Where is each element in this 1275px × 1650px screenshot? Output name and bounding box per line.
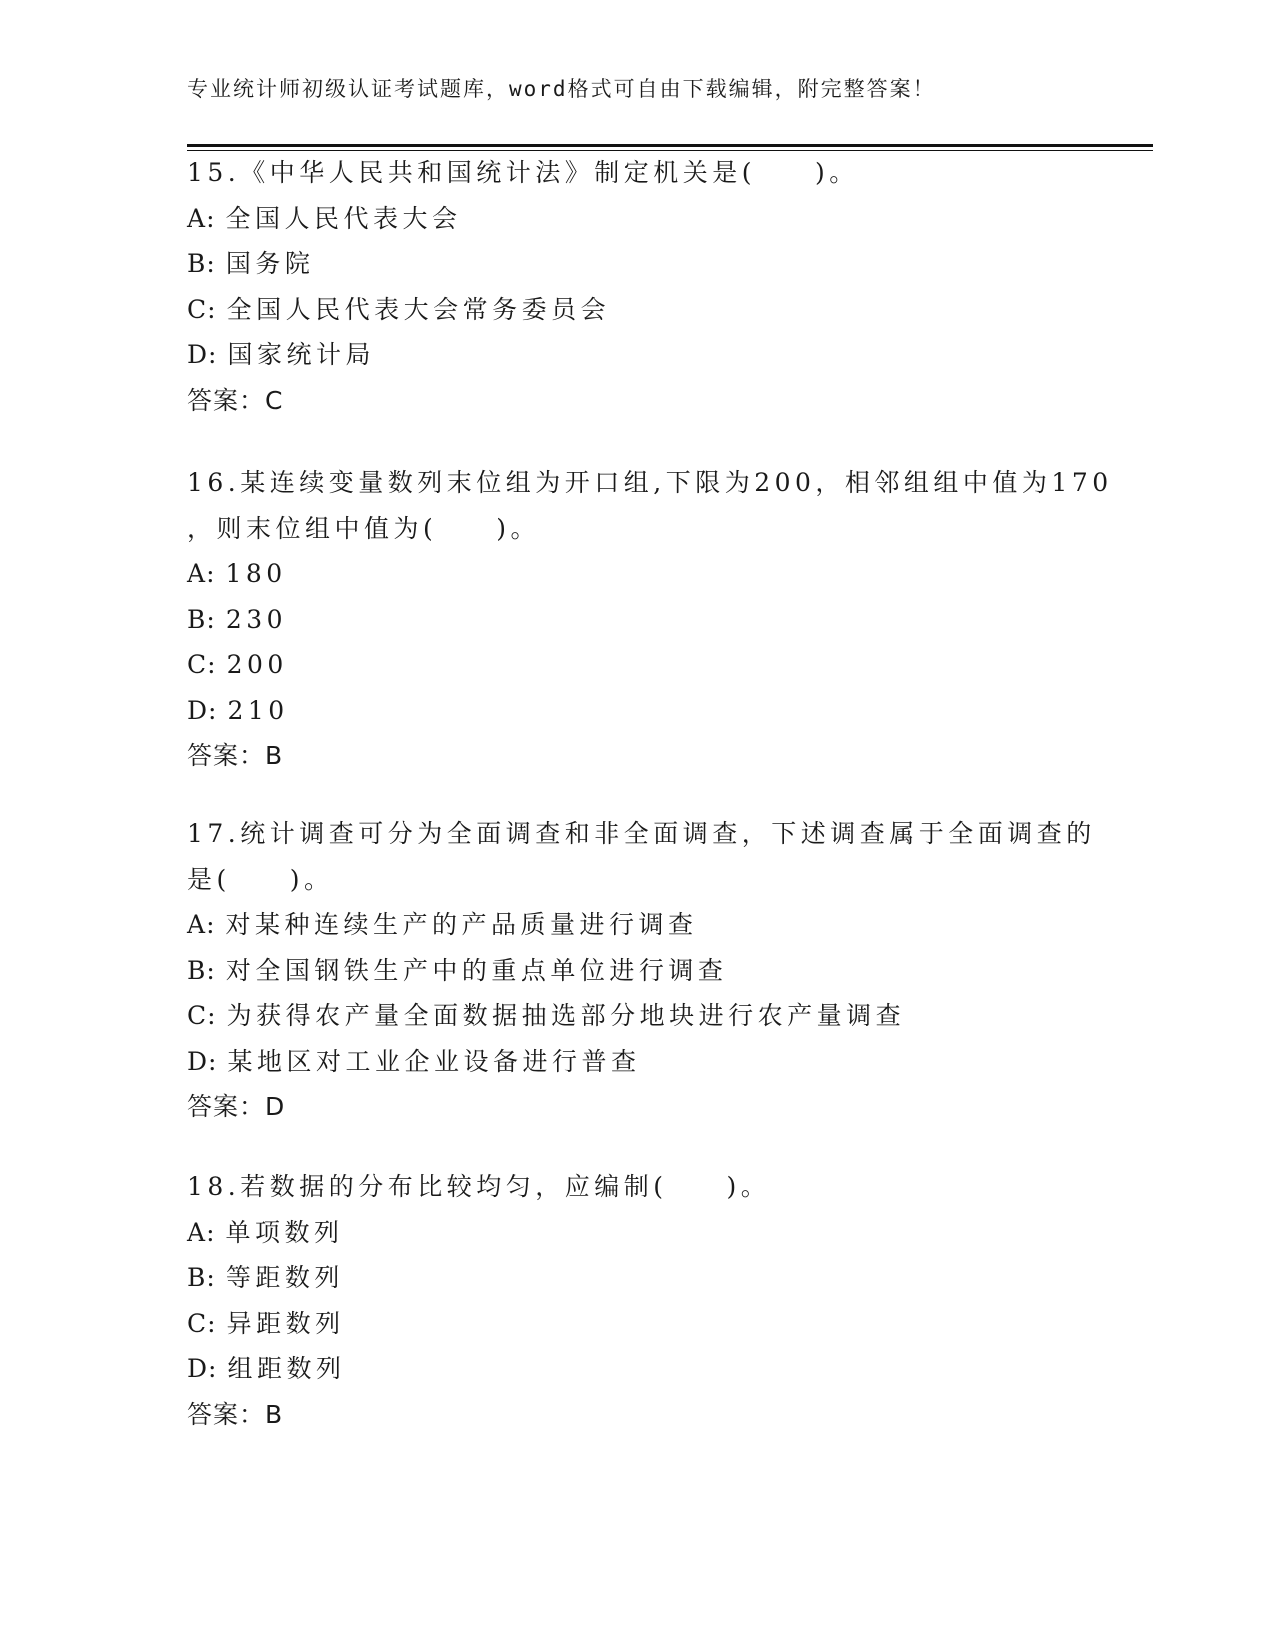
option-b xyxy=(187,597,1087,643)
option-c xyxy=(187,993,1087,1039)
option-text: 对某种连续生产的产品质量进行调查 xyxy=(225,910,698,939)
option-b xyxy=(187,241,1087,287)
option-letter: D xyxy=(187,1046,209,1076)
header-rule-thick xyxy=(187,144,1153,147)
answer-line xyxy=(187,1392,1087,1438)
option-letter: B xyxy=(187,1263,207,1292)
option-letter: D xyxy=(187,1354,209,1383)
option-c xyxy=(187,287,1087,333)
option-d xyxy=(187,1346,1087,1392)
option-b xyxy=(187,948,1087,994)
option-b xyxy=(187,1255,1087,1301)
answer-value: C xyxy=(265,385,284,415)
option-a xyxy=(187,551,1087,597)
option-text: 组距数列 xyxy=(227,1354,346,1383)
option-separator: : xyxy=(207,650,217,679)
option-letter: B xyxy=(187,955,207,985)
option-letter: C xyxy=(187,294,208,324)
answer-label: 答案： xyxy=(187,741,266,770)
option-letter: C xyxy=(187,650,208,679)
option-letter: A xyxy=(187,910,207,939)
option-text: 异距数列 xyxy=(226,1308,345,1338)
option-c xyxy=(187,1301,1087,1347)
option-text: 180 xyxy=(225,559,287,588)
option-separator: : xyxy=(207,1001,217,1030)
option-text: 200 xyxy=(226,650,288,679)
option-d xyxy=(187,1039,1087,1085)
option-separator: : xyxy=(208,340,218,369)
option-d xyxy=(187,332,1087,378)
option-separator: : xyxy=(206,559,216,588)
option-text: 国家统计局 xyxy=(227,340,375,369)
option-separator: : xyxy=(206,249,216,278)
answer-value: D xyxy=(265,1092,286,1121)
option-letter: D xyxy=(187,340,209,369)
option-text: 国务院 xyxy=(225,249,315,278)
answer-line xyxy=(187,1084,1087,1130)
option-separator: : xyxy=(208,1046,218,1076)
question-15 xyxy=(187,150,1087,423)
option-letter: B xyxy=(187,249,207,278)
question-stem-continued: ，则末位组中值为( )。 xyxy=(187,513,541,543)
option-text: 为获得农产量全面数据抽选部分地块进行农产量调查 xyxy=(226,1001,906,1030)
option-a xyxy=(187,1210,1087,1256)
answer-label: 答案： xyxy=(187,385,266,415)
option-letter: D xyxy=(187,695,209,725)
answer-label: 答案： xyxy=(187,1092,266,1121)
answer-line xyxy=(187,378,1087,424)
answer-value: B xyxy=(265,741,284,770)
option-separator: : xyxy=(206,203,216,233)
option-text: 230 xyxy=(225,604,288,634)
option-letter: A xyxy=(187,1217,207,1247)
option-separator: : xyxy=(206,604,216,634)
option-text: 单项数列 xyxy=(225,1217,344,1247)
question-stem: 18.若数据的分布比较均匀，应编制( )。 xyxy=(187,1172,771,1201)
option-text: 等距数列 xyxy=(225,1263,344,1292)
page-header: 专业统计师初级认证考试题库，word格式可自由下载编辑，附完整答案！ xyxy=(187,77,936,101)
answer-line xyxy=(187,733,1087,779)
option-text: 全国人民代表大会常务委员会 xyxy=(226,294,611,324)
option-letter: A xyxy=(187,203,207,233)
option-separator: : xyxy=(206,910,216,939)
question-stem: 16.某连续变量数列末位组为开口组,下限为200，相邻组组中值为170 xyxy=(187,468,1113,497)
option-c xyxy=(187,642,1087,688)
option-a xyxy=(187,196,1087,242)
option-separator: : xyxy=(207,1308,217,1338)
option-letter: C xyxy=(187,1308,208,1338)
question-stem: 17.统计调查可分为全面调查和非全面调查，下述调查属于全面调查的 xyxy=(187,819,1096,848)
option-separator: : xyxy=(206,955,216,985)
option-letter: A xyxy=(187,559,207,588)
option-letter: B xyxy=(187,604,207,634)
option-separator: : xyxy=(206,1217,216,1247)
option-d xyxy=(187,688,1087,734)
option-text: 全国人民代表大会 xyxy=(225,203,462,233)
option-separator: : xyxy=(208,695,218,725)
question-18 xyxy=(187,1164,1087,1437)
answer-label: 答案： xyxy=(187,1399,266,1429)
option-text: 某地区对工业企业设备进行普查 xyxy=(227,1046,641,1076)
option-a xyxy=(187,902,1087,948)
question-17 xyxy=(187,811,1096,1130)
option-text: 对全国钢铁生产中的重点单位进行调查 xyxy=(225,955,728,985)
option-separator: : xyxy=(207,294,217,324)
question-16 xyxy=(187,460,1113,779)
question-stem-continued: 是( )。 xyxy=(187,864,334,894)
question-stem: 15.《中华人民共和国统计法》制定机关是( )。 xyxy=(187,158,859,187)
option-separator: : xyxy=(206,1263,216,1292)
answer-value: B xyxy=(265,1399,284,1429)
option-separator: : xyxy=(208,1354,218,1383)
option-text: 210 xyxy=(227,695,289,725)
option-letter: C xyxy=(187,1001,208,1030)
